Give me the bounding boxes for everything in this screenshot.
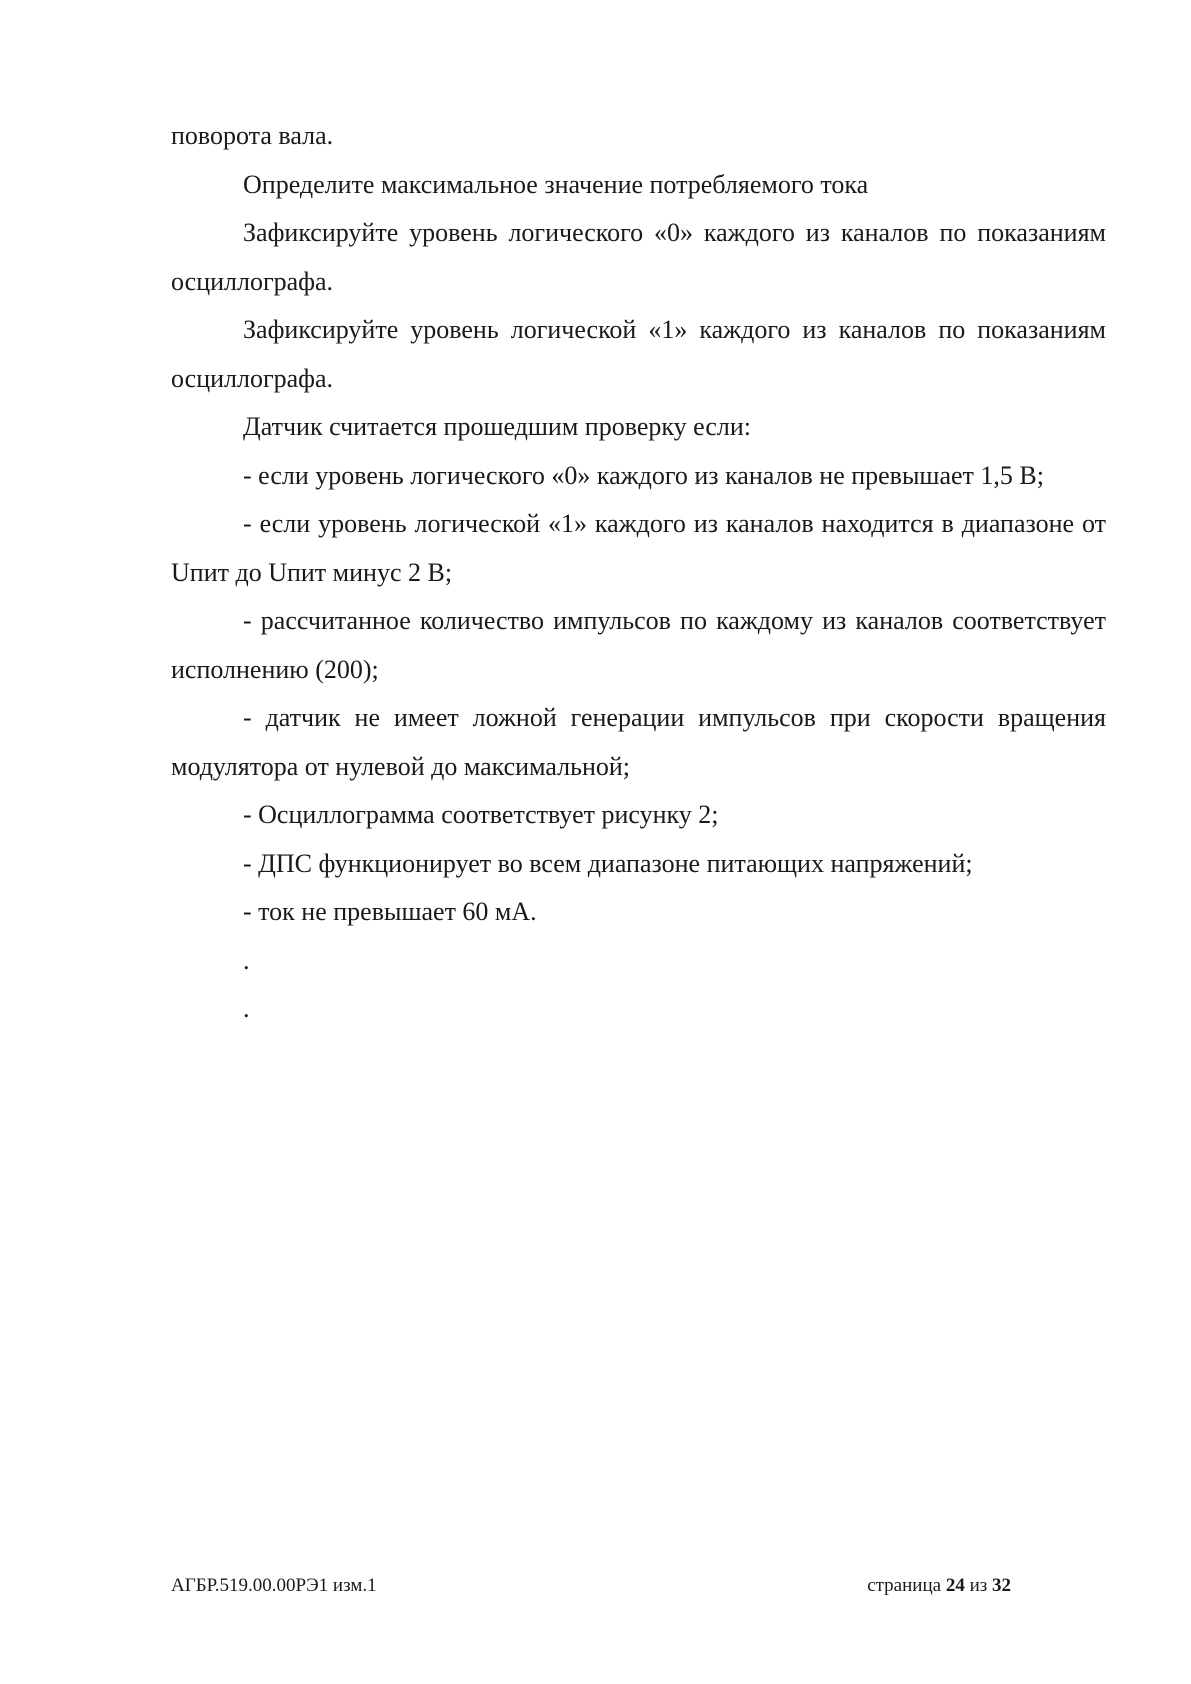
paragraph: Зафиксируйте уровень логического «0» каждого из каналов по показаниям осциллографа.: [171, 218, 1106, 296]
list-item: - если уровень логической «1» каждого из каналов находится в диапазоне от Uпит до Uпит минус 2 В;: [171, 509, 1106, 587]
paragraph: поворота вала.: [171, 121, 334, 150]
page-current: 24: [945, 1575, 965, 1596]
list-item: - датчик не имеет ложной генерации импульсов при скорости вращения модулятора от нулевой до максимальной;: [171, 703, 1106, 781]
page-number: [867, 1575, 1011, 1597]
list-item: - ДПС функционирует во всем диапазоне питающих напряжений;: [243, 848, 973, 878]
page-footer: [171, 1575, 1011, 1597]
dot-line: .: [243, 994, 250, 1023]
list-item: - рассчитанное количество импульсов по каждому из каналов соответствует исполнению (200);: [171, 606, 1106, 684]
list-item: - если уровень логического «0» каждого из каналов не превышает 1,5 В;: [243, 460, 1044, 490]
paragraph: Определите максимальное значение потребляемого тока: [243, 169, 869, 199]
page-total: 32: [992, 1575, 1011, 1596]
list-item: - ток не превышает 60 мА.: [243, 897, 537, 926]
list-item: - Осциллограмма соответствует рисунку 2;: [243, 800, 719, 829]
page-of: из: [969, 1575, 988, 1596]
body-text: [171, 112, 1106, 1034]
paragraph: Зафиксируйте уровень логической «1» каждого из каналов по показаниям осциллографа.: [171, 315, 1106, 393]
page-word: страница: [867, 1575, 942, 1596]
document-code: АГБР.519.00.00РЭ1 изм.1: [171, 1575, 377, 1596]
paragraph: Датчик считается прошедшим проверку если:: [243, 412, 751, 441]
dot-line: .: [243, 945, 250, 975]
